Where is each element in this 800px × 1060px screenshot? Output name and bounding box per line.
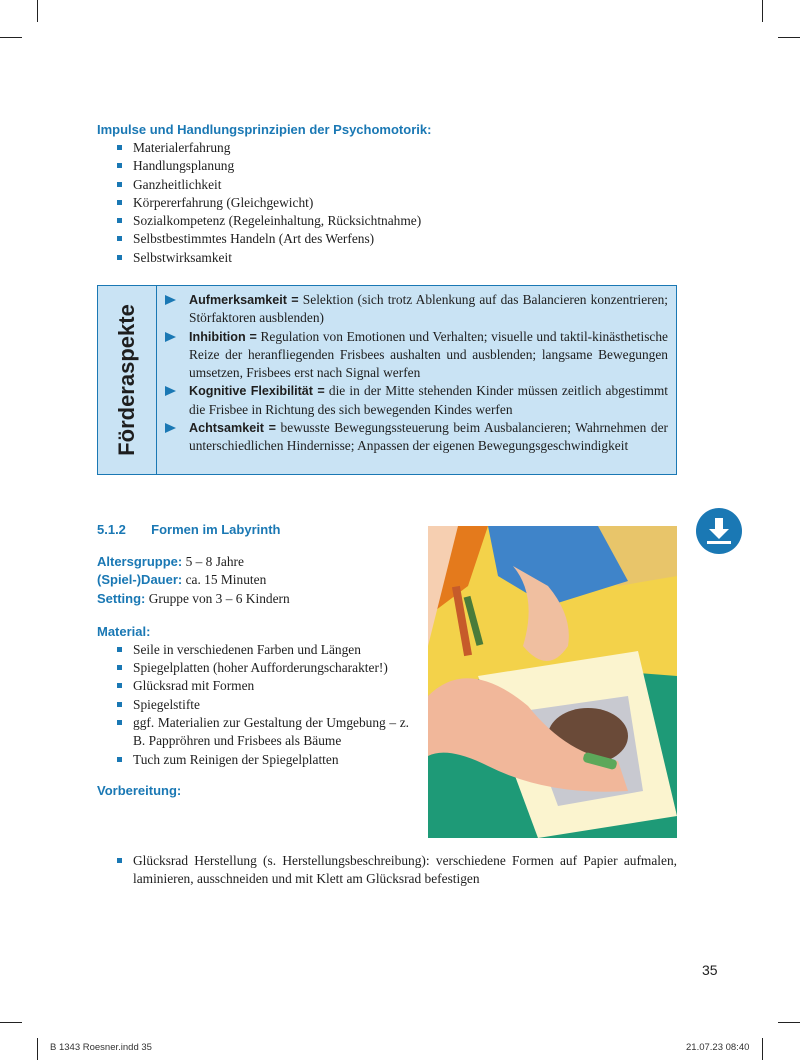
meta-value: 5 – 8 Jahre xyxy=(182,554,244,569)
triangle-bullet-icon xyxy=(165,332,176,342)
list-item: Spiegelplatten (hoher Aufforderungscharakter!) xyxy=(97,659,409,677)
activity-meta xyxy=(97,553,409,608)
vorbereitung-section xyxy=(97,850,677,889)
activity-photo xyxy=(428,526,677,838)
crop-mark xyxy=(37,0,38,22)
vorbereitung-list xyxy=(97,852,677,889)
foerderaspekte-box xyxy=(97,285,677,475)
section-title: Formen im Labyrinth xyxy=(151,522,281,537)
foerderaspekte-label: Förderaspekte xyxy=(114,304,139,456)
footer-date: 21.07.23 08:40 xyxy=(686,1042,750,1053)
foerderaspekte-label-cell xyxy=(98,286,157,474)
aspect-item xyxy=(165,328,668,383)
crop-mark xyxy=(0,37,22,38)
meta-line xyxy=(97,553,409,571)
aspect-term: Inhibition = xyxy=(189,329,257,344)
crop-mark xyxy=(778,37,800,38)
aspect-item xyxy=(165,382,668,419)
crop-mark xyxy=(37,1038,38,1060)
list-item: Selbstbestimmtes Handeln (Art des Werfens) xyxy=(97,230,677,248)
crop-mark xyxy=(0,1022,22,1023)
aspect-text: bewusste Bewegungssteuerung beim Ausbalancieren; Wahrnehmen der unterschiedlichen Hindernisse; Anpassen der eigenen Bewegungsgeschwindigkeit xyxy=(189,420,668,454)
principles-heading: Impulse und Handlungsprinzipien der Psychomotorik: xyxy=(97,122,432,137)
list-item: Glücksrad Herstellung (s. Herstellungsbeschreibung): verschiedene Formen auf Papier aufmalen, laminieren, ausschneiden und mit Klett am Glücksrad befestigen xyxy=(97,852,677,889)
aspects-list xyxy=(157,286,676,474)
aspect-item xyxy=(165,291,668,328)
download-icon[interactable] xyxy=(696,508,742,554)
meta-label: Setting: xyxy=(97,590,146,606)
aspect-text: Regulation von Emotionen und Verhalten; visuelle und taktil-kinästhetische Reize der heranfliegenden Frisbees aushalten und ausblenden; langsame Bewegungen umsetzen, Frisbees erst nach Signal werfen xyxy=(189,328,668,381)
aspect-term: Kognitive Flexibilität = xyxy=(189,384,325,399)
footer-file: B 1343 Roesner.indd 35 xyxy=(50,1042,152,1053)
aspect-text: die in der Mitte stehenden Kinder müssen zeitlich abgestimmt die Frisbee in Richtung des sich bewegenden Kindes werfen xyxy=(189,383,668,417)
meta-line xyxy=(97,571,409,589)
list-item: Ganzheitlichkeit xyxy=(97,176,677,194)
aspect-text: Selektion (sich trotz Ablenkung auf das Balancieren konzentrieren; Störfaktoren ausblenden) xyxy=(189,292,668,326)
principles-list xyxy=(97,139,677,267)
aspect-term: Achtsamkeit = xyxy=(189,421,276,436)
crop-mark xyxy=(762,0,763,22)
triangle-bullet-icon xyxy=(165,423,176,433)
list-item: Handlungsplanung xyxy=(97,157,677,175)
list-item: ggf. Materialien zur Gestaltung der Umgebung – z. B. Pappröhren und Frisbees als Bäume xyxy=(97,714,409,751)
material-heading: Material: xyxy=(97,623,151,639)
list-item: Tuch zum Reinigen der Spiegelplatten xyxy=(97,751,409,769)
principles-section xyxy=(97,122,677,267)
meta-value: ca. 15 Minuten xyxy=(182,572,267,588)
aspect-item xyxy=(165,419,668,456)
list-item: Materialerfahrung xyxy=(97,139,677,157)
list-item: Glücksrad mit Formen xyxy=(97,677,409,695)
list-item: Selbstwirksamkeit xyxy=(97,249,677,267)
list-item: Sozialkompetenz (Regeleinhaltung, Rücksichtnahme) xyxy=(97,212,677,230)
meta-label: (Spiel-)Dauer: xyxy=(97,572,183,588)
section-number: 5.1.2 xyxy=(97,522,126,537)
meta-value: Gruppe von 3 – 6 Kindern xyxy=(145,590,290,606)
triangle-bullet-icon xyxy=(165,386,176,396)
aspect-term: Aufmerksamkeit = xyxy=(189,293,299,307)
list-item: Seile in verschiedenen Farben und Längen xyxy=(97,641,409,659)
triangle-bullet-icon xyxy=(165,295,176,305)
page-number: 35 xyxy=(702,962,718,978)
meta-label: Altersgruppe: xyxy=(97,554,183,569)
crop-mark xyxy=(778,1022,800,1023)
material-list xyxy=(97,641,409,769)
meta-line xyxy=(97,590,409,608)
list-item: Körpererfahrung (Gleichgewicht) xyxy=(97,194,677,212)
vorbereitung-heading: Vorbereitung: xyxy=(97,782,182,798)
section-heading xyxy=(97,522,409,537)
list-item: Spiegelstifte xyxy=(97,696,409,714)
crop-mark xyxy=(762,1038,763,1060)
labyrinth-section xyxy=(97,522,409,798)
